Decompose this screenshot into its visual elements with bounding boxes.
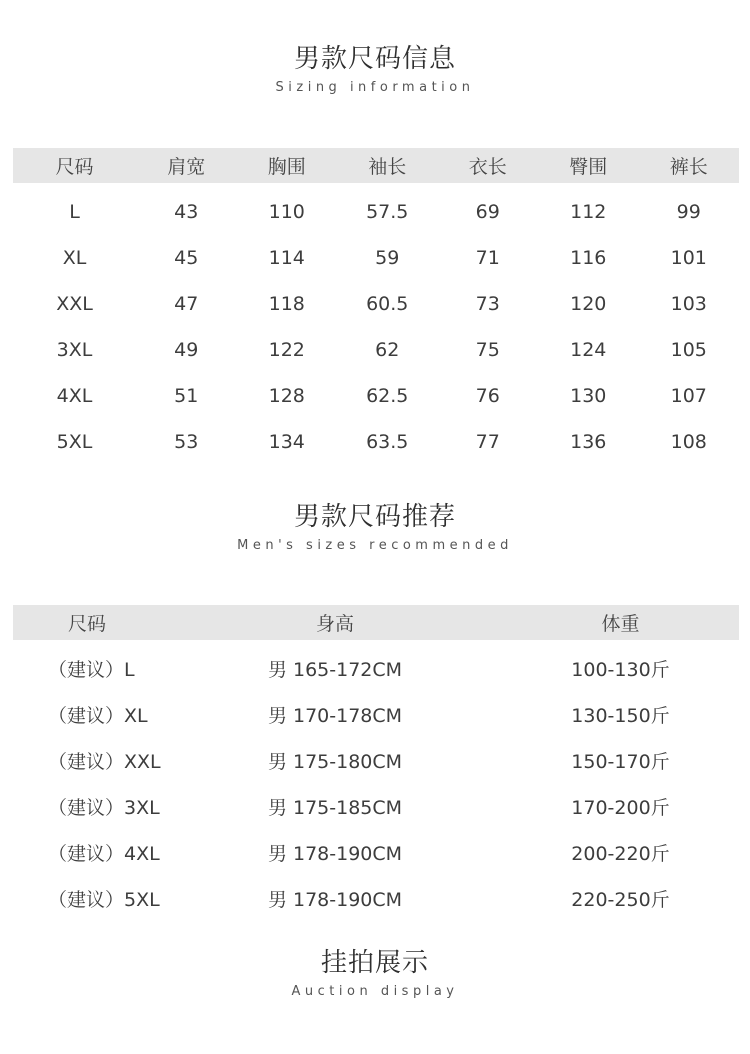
sizing-subtitle: Sizing information <box>275 80 475 95</box>
table-cell: 130-150斤 <box>571 704 670 727</box>
header-cell: 体重 <box>601 613 640 635</box>
recommend-table-header <box>13 605 739 640</box>
table-row <box>13 737 739 783</box>
table-cell: 220-250斤 <box>571 888 670 911</box>
table-cell: 110 <box>268 201 305 223</box>
table-cell: 73 <box>475 293 500 315</box>
header-cell: 裤长 <box>669 156 708 178</box>
table-cell: 103 <box>670 293 707 315</box>
table-cell: 122 <box>268 339 305 361</box>
table-cell: 59 <box>375 247 400 269</box>
table-cell: 101 <box>670 247 707 269</box>
table-cell: L <box>69 201 80 223</box>
table-cell: 200-220斤 <box>571 842 670 865</box>
table-cell: 116 <box>570 247 607 269</box>
table-cell: 51 <box>174 385 199 407</box>
table-cell: 75 <box>475 339 500 361</box>
table-cell: 63.5 <box>366 431 409 453</box>
display-title: 挂拍展示 <box>320 948 429 978</box>
table-cell: 134 <box>268 431 305 453</box>
table-cell: 62.5 <box>366 385 409 407</box>
display-heading <box>0 948 750 1000</box>
table-cell: （建议）L <box>48 658 135 681</box>
table-cell: 120 <box>570 293 607 315</box>
table-cell: （建议）XL <box>48 704 148 727</box>
table-row <box>13 829 739 875</box>
table-row <box>13 419 739 465</box>
table-cell: 49 <box>174 339 199 361</box>
table-cell: 108 <box>670 431 707 453</box>
table-cell: 62 <box>375 339 400 361</box>
table-cell: 53 <box>174 431 199 453</box>
table-row <box>13 875 739 921</box>
table-cell: 130 <box>570 385 607 407</box>
table-cell: 男 165-172CM <box>267 658 403 681</box>
recommend-subtitle: Men's sizes recommended <box>237 538 513 553</box>
table-cell: 45 <box>174 247 199 269</box>
recommend-title: 男款尺码推荐 <box>293 502 456 532</box>
table-cell: 69 <box>475 201 500 223</box>
table-cell: XXL <box>56 293 93 315</box>
table-row <box>13 235 739 281</box>
table-cell: 男 178-190CM <box>267 888 403 911</box>
table-row <box>13 783 739 829</box>
sizing-heading <box>0 44 750 96</box>
table-cell: 118 <box>268 293 305 315</box>
table-row <box>13 189 739 235</box>
table-row <box>13 281 739 327</box>
table-cell: 男 175-185CM <box>267 796 403 819</box>
table-cell: （建议）4XL <box>48 842 160 865</box>
table-cell: 107 <box>670 385 707 407</box>
table-cell: （建议）3XL <box>48 796 160 819</box>
table-cell: 105 <box>670 339 707 361</box>
header-cell: 袖长 <box>368 156 407 178</box>
recommend-table <box>13 605 739 921</box>
table-cell: 76 <box>475 385 500 407</box>
table-cell: 3XL <box>56 339 93 361</box>
header-cell: 身高 <box>315 613 354 635</box>
size-table <box>13 148 739 465</box>
recommend-heading <box>0 502 750 554</box>
table-cell: 5XL <box>56 431 93 453</box>
table-cell: 男 170-178CM <box>267 704 403 727</box>
table-cell: 57.5 <box>366 201 409 223</box>
table-cell: 77 <box>475 431 500 453</box>
table-cell: （建议）XXL <box>48 750 161 773</box>
table-cell: 112 <box>570 201 607 223</box>
header-cell: 尺码 <box>68 613 107 635</box>
table-row <box>13 327 739 373</box>
table-cell: 43 <box>174 201 199 223</box>
table-row <box>13 691 739 737</box>
table-row <box>13 373 739 419</box>
table-cell: 男 178-190CM <box>267 842 403 865</box>
table-cell: 100-130斤 <box>571 658 670 681</box>
display-subtitle: Auction display <box>291 984 459 999</box>
table-cell: 47 <box>174 293 199 315</box>
table-cell: 99 <box>676 201 701 223</box>
table-cell: 170-200斤 <box>571 796 670 819</box>
table-cell: 114 <box>268 247 305 269</box>
table-cell: 71 <box>475 247 500 269</box>
table-cell: 136 <box>570 431 607 453</box>
header-cell: 肩宽 <box>167 156 206 178</box>
table-cell: XL <box>62 247 87 269</box>
header-cell: 胸围 <box>267 156 306 178</box>
header-cell: 衣长 <box>468 156 507 178</box>
header-cell: 尺码 <box>55 156 94 178</box>
table-cell: 4XL <box>56 385 93 407</box>
sizing-title: 男款尺码信息 <box>293 44 456 74</box>
table-cell: 60.5 <box>366 293 409 315</box>
table-row <box>13 645 739 691</box>
size-table-header <box>13 148 739 183</box>
table-cell: 128 <box>268 385 305 407</box>
header-cell: 臀围 <box>569 156 608 178</box>
table-cell: 124 <box>570 339 607 361</box>
table-cell: 男 175-180CM <box>267 750 403 773</box>
table-cell: 150-170斤 <box>571 750 670 773</box>
table-cell: （建议）5XL <box>48 888 160 911</box>
